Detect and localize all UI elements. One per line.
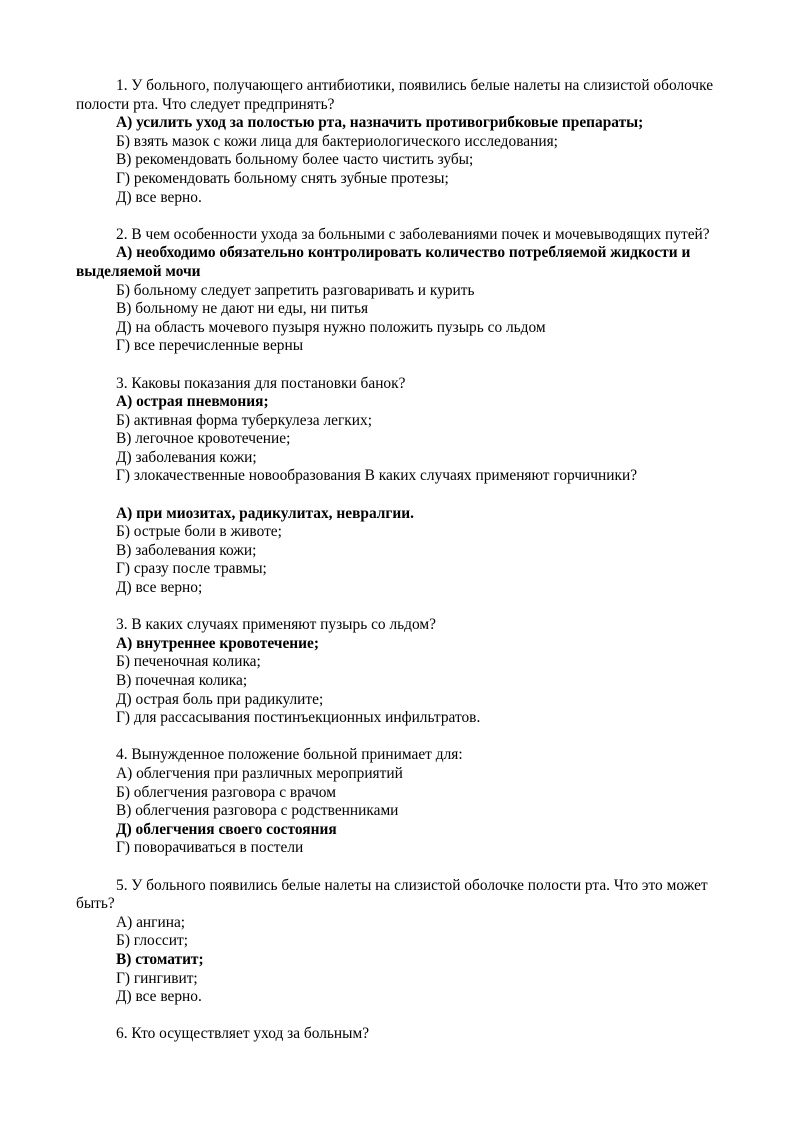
answer-option: Б) облегчения разговора с врачом: [116, 783, 336, 801]
answer-option: А) ангина;: [116, 913, 186, 931]
question-text: 6. Кто осуществляет уход за больным?: [116, 1025, 370, 1043]
answer-option-correct: Д) облегчения своего состояния: [116, 820, 337, 838]
answer-option: Б) взять мазок с кожи лица для бактериологического исследования;: [116, 132, 558, 150]
question-text: 3. Каковы показания для постановки банок?: [116, 374, 406, 392]
answer-option: Б) глоссит;: [116, 932, 189, 950]
answer-option: Б) острые боли в животе;: [116, 523, 282, 541]
question-text: 3. В каких случаях применяют пузырь со льдом?: [116, 616, 436, 634]
answer-option: Г) для рассасывания постинъекционных инфильтратов.: [116, 709, 481, 727]
answer-option: В) рекомендовать больному более часто чистить зубы;: [116, 151, 474, 169]
answer-option: Г) злокачественные новообразования В каких случаях применяют горчичники?: [116, 467, 638, 485]
answer-option: Г) сразу после травмы;: [116, 560, 267, 578]
question-7: [76, 1025, 744, 1044]
answer-option: Д) все верно.: [116, 188, 202, 206]
spacer: [76, 728, 744, 747]
question-text: 1. У больного, получающего антибиотики, появились белые налеты на слизистой оболочке полости рта. Что следует предпринять?: [76, 77, 714, 113]
question-6: [76, 877, 744, 1007]
answer-option: Г) гингивит;: [116, 969, 198, 987]
spacer: [76, 1007, 744, 1026]
answer-option: В) больному не дают ни еды, ни питья: [116, 300, 369, 318]
answer-option-correct: А) внутреннее кровотечение;: [116, 634, 319, 652]
answer-option-correct: А) необходимо обязательно контролировать количество потребляемой жидкости и выделяемой мочи: [76, 244, 691, 280]
answer-option: В) легочное кровотечение;: [116, 430, 291, 448]
answer-option: Б) печеночная колика;: [116, 653, 261, 671]
question-text: 4. Вынужденное положение больной принимает для:: [116, 746, 463, 764]
answer-option: В) почечная колика;: [116, 672, 248, 689]
answer-option: Д) все верно.: [116, 988, 202, 1006]
answer-option: Г) поворачиваться в постели: [116, 839, 304, 857]
question-list: [76, 77, 744, 1044]
answer-option: Б) больному следует запретить разговаривать и курить: [116, 281, 475, 299]
answer-option: Д) на область мочевого пузыря нужно положить пузырь со льдом: [116, 318, 546, 336]
answer-option-correct: А) при миозитах, радикулитах, невралгии.: [116, 504, 414, 522]
spacer: [76, 207, 744, 226]
question-3: [76, 375, 744, 598]
answer-option-correct: В) стоматит;: [116, 950, 204, 968]
answer-option: Б) активная форма туберкулеза легких;: [116, 411, 372, 429]
question-text: 5. У больного появились белые налеты на слизистой оболочке полости рта. Что это может быть?: [76, 876, 708, 913]
spacer: [76, 356, 744, 375]
question-2: [76, 226, 744, 356]
answer-option: Г) все перечисленные верны: [116, 337, 304, 355]
answer-option: В) облегчения разговора с родственниками: [116, 802, 399, 820]
question-text: 2. В чем особенности ухода за больными с заболеваниями почек и мочевыводящих путей?: [116, 225, 710, 243]
answer-option-correct: А) острая пневмония;: [116, 393, 269, 411]
answer-option: Д) заболевания кожи;: [116, 448, 257, 466]
answer-option: Г) рекомендовать больному снять зубные протезы;: [116, 169, 449, 187]
answer-option: Д) все верно;: [116, 579, 203, 597]
question-5: [76, 746, 744, 858]
spacer: [76, 486, 744, 505]
question-4: [76, 616, 744, 728]
spacer: [76, 858, 744, 877]
answer-option: В) заболевания кожи;: [116, 541, 257, 559]
question-1: [76, 77, 744, 207]
spacer: [76, 598, 744, 617]
answer-option: А) облегчения при различных мероприятий: [116, 764, 403, 782]
answer-option: Д) острая боль при радикулите;: [116, 690, 324, 708]
answer-option-correct: А) усилить уход за полостью рта, назначить противогрибковые препараты;: [116, 114, 644, 132]
